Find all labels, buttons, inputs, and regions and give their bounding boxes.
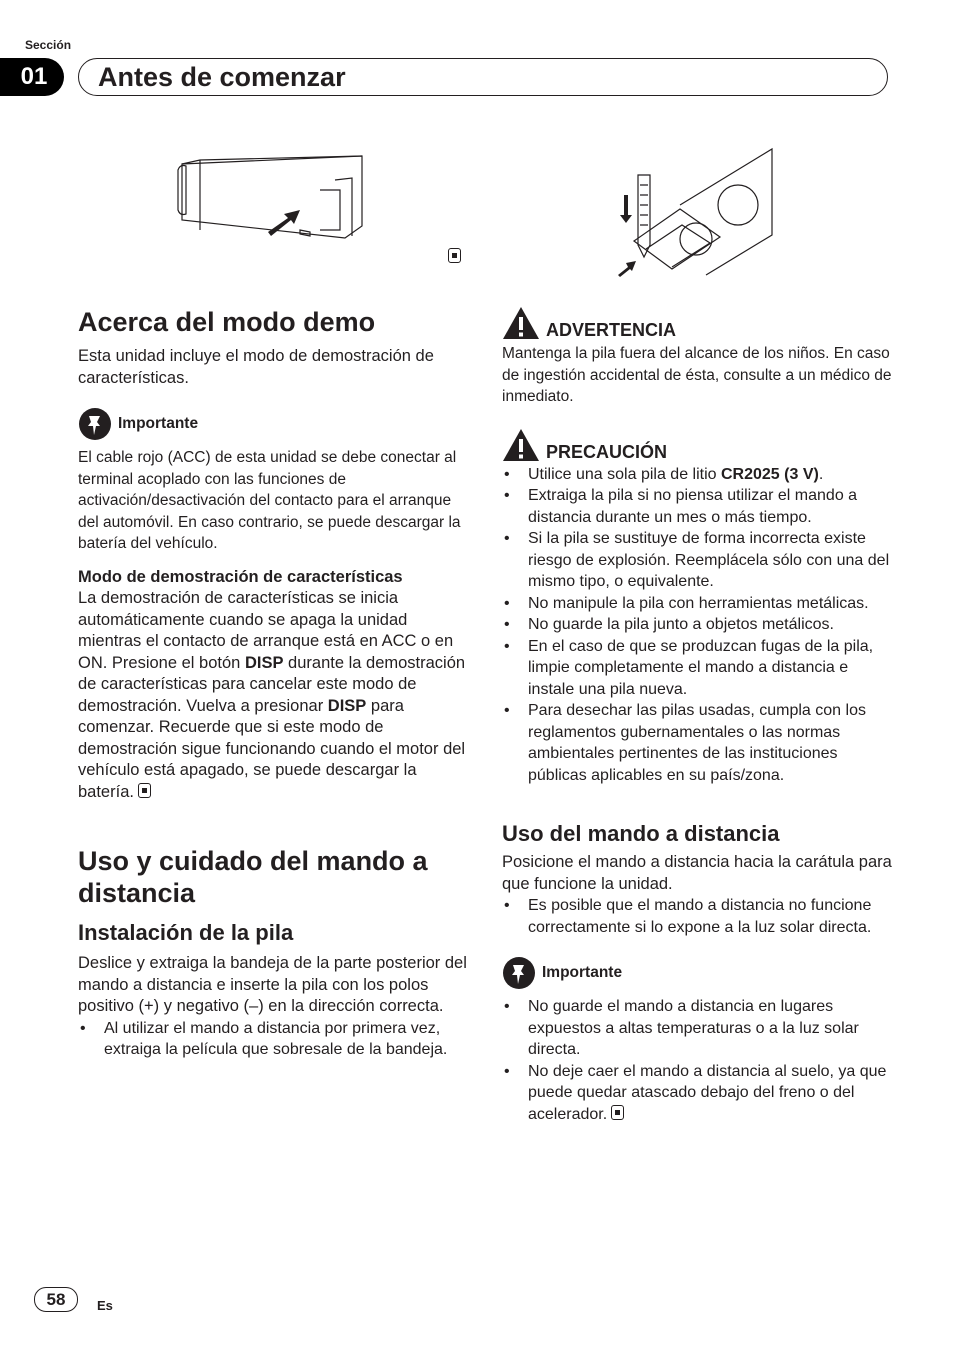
feature-demo-text-3: para comenzar. Recuerde que si este modo de demostración sigue funcionando cuando el motor del vehículo está apagado, se puede descargar la batería. (78, 696, 466, 801)
important-callout (78, 407, 468, 441)
unit-faceplate-illustration (170, 150, 370, 242)
disp-button-ref-2: DISP (327, 696, 367, 715)
battery-model: CR2025 (3 V) (721, 465, 819, 483)
important-bullet-list (502, 996, 892, 1125)
list-item: • Es posible que el mando a distancia no funcione correctamente si lo expone a la luz solar directa. (502, 895, 892, 938)
list-item: • No guarde el mando a distancia en lugares expuestos a altas temperaturas o a la luz solar directa. (502, 996, 892, 1061)
battery-install-heading: Instalación de la pila (78, 920, 294, 945)
warning-label: ADVERTENCIA (546, 320, 677, 340)
section-number-badge: 01 (0, 58, 64, 96)
feature-demo-subheading: Modo de demostración de características (78, 567, 403, 586)
right-column (502, 306, 892, 1125)
feature-demo-text-1: La demostración de características se inicia automáticamente cuando se apaga la unidad mientras el contacto de arranque está en ACC o en ON. Presione el botón (78, 589, 454, 672)
warning-triangle-icon (502, 306, 540, 340)
battery-install-text: Deslice y extraiga la bandeja de la parte posterior del mando a distancia e inserte la pila con los polos positivo (+) y negativo (–) en la dirección correcta. (78, 954, 467, 1015)
important-pin-icon (502, 956, 536, 990)
caution-label: PRECAUCIÓN (546, 441, 668, 462)
warning-text: Mantenga la pila fuera del alcance de los niños. En caso de ingestión accidental de ésta, consulte a un médico de inmediato. (502, 345, 892, 405)
caution-callout (502, 428, 892, 462)
list-item: • Si la pila se sustituye de forma incorrecta existe riesgo de explosión. Reemplácela sólo con una del mismo tipo, o equivalente. (502, 528, 892, 593)
warning-callout (502, 306, 892, 340)
feature-demo-text-2: durante la demostración de características para cancelar este modo de demostración. Vuelva a presionar (78, 653, 466, 715)
page-number: 58 (34, 1287, 78, 1312)
remote-care-heading: Uso y cuidado del mando a distancia (78, 846, 428, 908)
important-label: Importante (542, 964, 623, 981)
section-title: Antes de comenzar (98, 62, 346, 92)
demo-mode-heading: Acerca del modo demo (78, 307, 376, 337)
left-column (78, 306, 468, 1061)
list-item: • Extraiga la pila si no piensa utilizar el mando a distancia durante un mes o más tiempo. (502, 485, 892, 528)
feature-demo-text (78, 588, 468, 803)
end-mark-icon (611, 1105, 624, 1120)
remote-use-heading: Uso del mando a distancia (502, 821, 780, 846)
end-mark-icon (448, 248, 461, 263)
demo-intro-text: Esta unidad incluye el modo de demostración de características. (78, 347, 434, 387)
list-item: • Para desechar las pilas usadas, cumpla con los reglamentos gubernamentales o las normas ambientales pertinentes de las instituciones públicas aplicables en su país/zona. (502, 700, 892, 786)
section-label: Sección (25, 38, 72, 52)
important-pin-icon (78, 407, 112, 441)
important-bullet-text: No deje caer el mando a distancia al suelo, ya que puede quedar atascado debajo del freno o del acelerador. (528, 1062, 887, 1123)
important-label: Importante (118, 415, 199, 432)
important-text: El cable rojo (ACC) de esta unidad se debe conectar al terminal acoplado con las funciones de activación/desactivación del contacto para el arranque del automóvil. En caso contrario, se puede descargar la batería del vehículo. (78, 449, 461, 552)
list-item: • En el caso de que se produzcan fugas de la pila, limpie completamente el mando a distancia e instale una pila nueva. (502, 636, 892, 701)
caution-first-suffix: . (818, 465, 824, 483)
remote-use-bullet-list (502, 895, 892, 938)
end-mark-icon (138, 783, 151, 798)
important-callout-right (502, 956, 892, 990)
list-item (502, 464, 892, 486)
list-item: • No guarde la pila junto a objetos metálicos. (502, 614, 892, 636)
caution-first-prefix: Utilice una sola pila de litio (528, 465, 717, 483)
remote-battery-illustration (610, 145, 775, 285)
list-item: • No manipule la pila con herramientas metálicas. (502, 593, 892, 615)
remote-use-text: Posicione el mando a distancia hacia la carátula para que funcione la unidad. (502, 853, 892, 893)
list-item (502, 1061, 892, 1126)
caution-bullet-list (502, 464, 892, 787)
language-code: Es (97, 1298, 113, 1313)
list-item: • Al utilizar el mando a distancia por primera vez, extraiga la película que sobresale de la bandeja. (78, 1018, 468, 1061)
battery-bullet-list (78, 1018, 468, 1061)
caution-triangle-icon (502, 428, 540, 462)
disp-button-ref-1: DISP (244, 653, 284, 672)
